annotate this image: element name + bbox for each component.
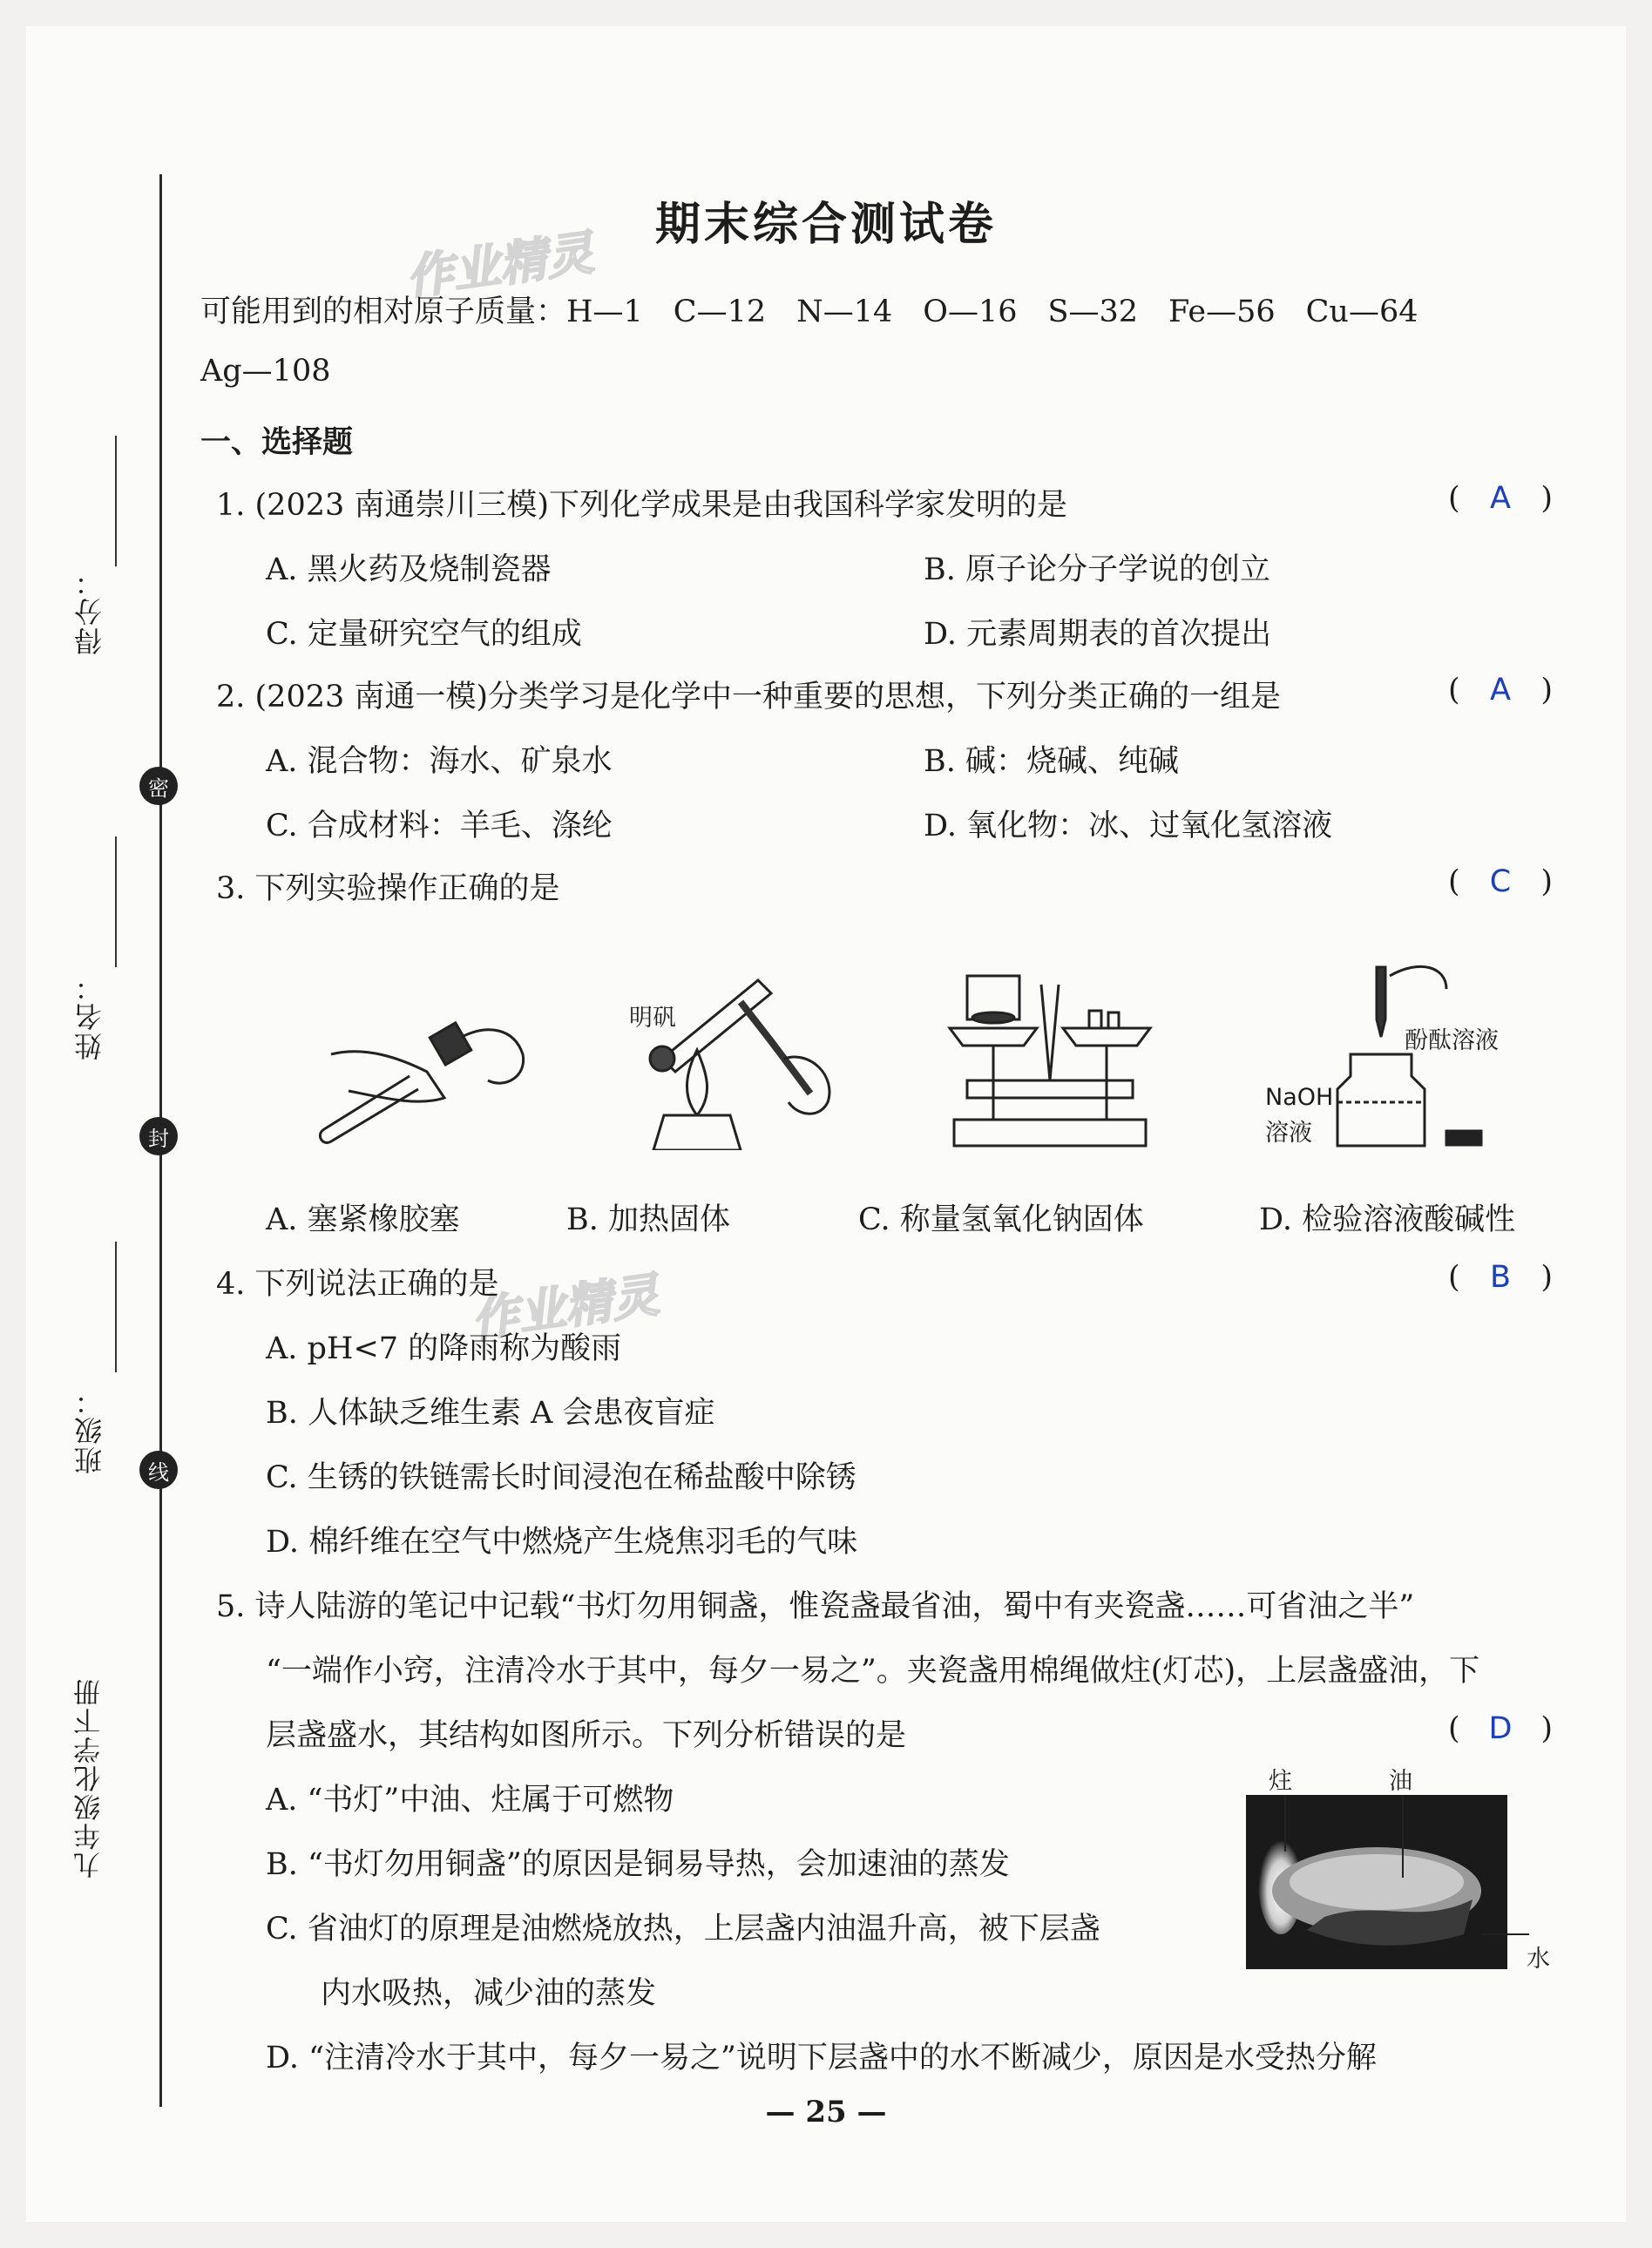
question-5-stem-line-1: 5. 诗人陆游的笔记中记载“书灯勿用铜盏，惟瓷盏最省油，蜀中有夹瓷盏……可省油之半” (216, 1589, 1415, 1624)
bottle-stopper (1446, 1131, 1481, 1145)
name-blank (115, 836, 117, 967)
seal-feng: 封 (139, 1117, 178, 1155)
alum-label: 明矾 (629, 1005, 676, 1032)
score-label: 得分： (73, 566, 106, 655)
tube-holder (741, 1002, 810, 1094)
rubber-stopper (430, 1023, 471, 1065)
oil-lamp-photo (1246, 1795, 1534, 1978)
pointer (1041, 985, 1059, 1080)
question-5-option-d: D. “注清冷水于其中，每夕一易之”说明下层盏中的水不断减少，原因是水受热分解 (266, 2041, 1377, 2075)
question-2-stem: 2. (2023 南通一模)分类学习是化学中一种重要的思想，下列分类正确的一组是 (216, 680, 1282, 714)
question-1-option-b: B. 原子论分子学说的创立 (924, 552, 1270, 587)
hand-outline (331, 1052, 444, 1101)
score-blank (115, 436, 117, 566)
oil-label: 油 (1389, 1768, 1412, 1795)
class-blank (115, 1242, 117, 1372)
question-5-option-c: C. 省油灯的原理是油燃烧放热，上层盏内油温升高，被下层盏 (266, 1912, 1100, 1947)
question-2-answer: ( A ) (1448, 673, 1553, 708)
solution-label: 溶液 (1265, 1120, 1312, 1147)
phenolphthalein-label: 酚酞溶液 (1405, 1027, 1499, 1054)
question-2-option-c: C. 合成材料：羊毛、涤纶 (266, 809, 613, 843)
heating-solid-figure (610, 963, 854, 1150)
alcohol-lamp (653, 1115, 741, 1150)
hand-outline (1390, 966, 1446, 989)
question-5-option-c-continued: 内水吸热，减少油的蒸发 (321, 1976, 657, 2011)
question-1-option-c: C. 定量研究空气的组成 (266, 617, 582, 652)
question-3-stem: 3. 下列实验操作正确的是 (216, 871, 560, 906)
dropper (1377, 967, 1385, 1037)
question-1-stem: 1. (2023 南通崇川三模)下列化学成果是由我国科学家发明的是 (216, 488, 1068, 523)
right-hand-outline (462, 1030, 524, 1083)
left-pan (950, 1028, 1037, 1046)
test-tube-outline (320, 1076, 418, 1142)
seal-xian: 线 (139, 1451, 178, 1489)
question-2-option-d: D. 氧化物：冰、过氧化氢溶液 (924, 809, 1333, 843)
question-2-option-a: A. 混合物：海水、矿泉水 (266, 744, 613, 779)
question-1-answer: ( A ) (1448, 481, 1553, 516)
balance-base (954, 1120, 1146, 1146)
weight-2 (1108, 1012, 1119, 1028)
water-label: 水 (1527, 1946, 1550, 1973)
test-tube (662, 980, 771, 1072)
right-pan (1063, 1028, 1150, 1046)
question-2-option-b: B. 碱：烧碱、纯碱 (924, 744, 1179, 779)
alum-solid (650, 1046, 674, 1071)
atomic-mass-line-1: 可能用到的相对原子质量：H—1 C—12 N—14 O—16 S—32 Fe—56 Cu—64 (200, 295, 1418, 329)
question-3-option-c: C. 称量氢氧化钠固体 (858, 1202, 1144, 1237)
question-5-answer: ( D ) (1448, 1711, 1553, 1746)
page-title: 期末综合测试卷 (654, 199, 997, 251)
naoh-label: NaOH (1265, 1084, 1334, 1111)
question-3-option-d: D. 检验溶液酸碱性 (1259, 1202, 1516, 1237)
question-4-stem: 4. 下列说法正确的是 (216, 1267, 499, 1302)
question-4-option-d: D. 棉纤维在空气中燃烧产生烧焦羽毛的气味 (266, 1525, 858, 1560)
stopper-test-tube-figure (314, 993, 540, 1150)
question-4-option-b: B. 人体缺乏维生素 A 会患夜盲症 (266, 1396, 715, 1431)
watermark: 作业精灵 (468, 1267, 662, 1348)
oil-surface (1290, 1854, 1464, 1910)
page-number: — 25 — (765, 2095, 887, 2130)
question-4-answer: ( B ) (1448, 1260, 1553, 1295)
class-label: 班级： (73, 1385, 106, 1474)
book-label: 九年级化学下册 (74, 1677, 105, 1879)
balance-figure (941, 967, 1159, 1154)
section-heading: 一、选择题 (200, 425, 354, 460)
question-1-option-d: D. 元素周期表的首次提出 (924, 617, 1272, 652)
wick-label: 炷 (1269, 1768, 1292, 1795)
reagent-bottle (1337, 1054, 1425, 1146)
question-4-option-a: A. pH<7 的降雨称为酸雨 (266, 1331, 622, 1366)
question-5-option-a: A. “书灯”中油、炷属于可燃物 (266, 1783, 674, 1818)
watermark: 作业精灵 (403, 225, 597, 306)
name-label: 姓名： (73, 972, 106, 1060)
weight-1 (1089, 1011, 1101, 1028)
question-5-stem-line-3: 层盏盛水，其结构如图所示。下列分析错误的是 (266, 1718, 907, 1753)
question-3-answer: ( C ) (1448, 864, 1553, 899)
question-3-option-a: A. 塞紧橡胶塞 (266, 1202, 460, 1237)
atomic-mass-line-2: Ag—108 (200, 354, 331, 389)
question-1-option-a: A. 黑火药及烧制瓷器 (266, 552, 552, 587)
naoh-solid (972, 1012, 1014, 1023)
question-3-option-b: B. 加热固体 (566, 1202, 730, 1237)
question-5-option-b: B. “书灯勿用铜盏”的原因是铜易导热，会加速油的蒸发 (266, 1847, 1010, 1882)
question-5-stem-line-2: “一端作小窍，注清冷水于其中，每夕一易之”。夹瓷盏用棉绳做炷(灯芯)，上层盏盛油，下 (266, 1654, 1480, 1689)
seal-mi: 密 (139, 767, 178, 805)
question-4-option-c: C. 生锈的铁链需长时间浸泡在稀盐酸中除锈 (266, 1460, 856, 1495)
